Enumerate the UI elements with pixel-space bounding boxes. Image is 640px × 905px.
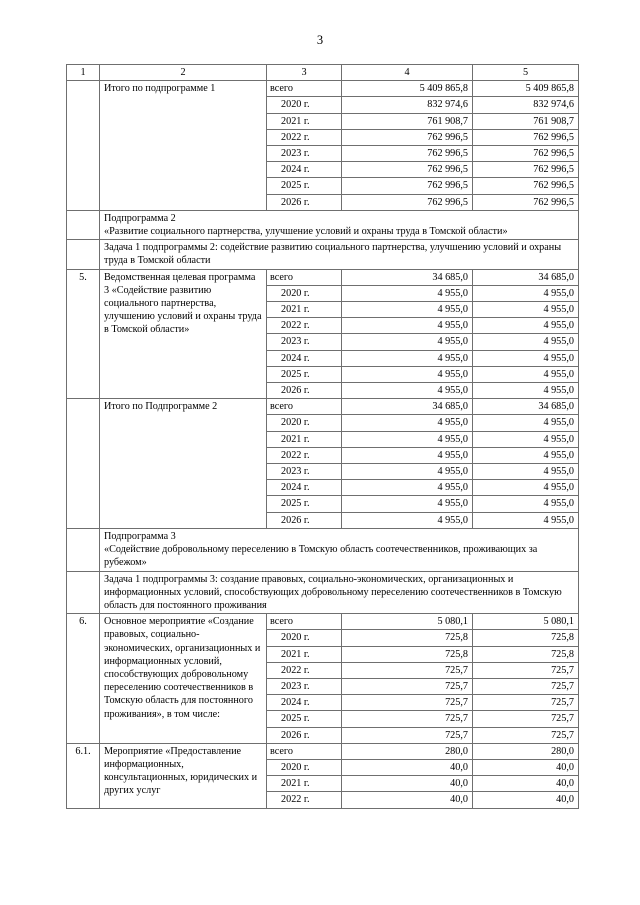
- period-label: 2022 г.: [267, 318, 342, 334]
- period-label: 2026 г.: [267, 194, 342, 210]
- value-col4: 34 685,0: [342, 399, 473, 415]
- period-label: 2025 г.: [267, 711, 342, 727]
- value-col4: 4 955,0: [342, 464, 473, 480]
- period-label: 2022 г.: [267, 447, 342, 463]
- table-row: [67, 743, 579, 759]
- value-col4: 762 996,5: [342, 194, 473, 210]
- value-col4: 4 955,0: [342, 383, 473, 399]
- period-label: 2021 г.: [267, 646, 342, 662]
- section-header-line1: Подпрограмма 3: [104, 530, 176, 542]
- section-header-line2: «Содействие добровольному переселению в Томскую область соотечественников, проживающих за рубежом»: [104, 544, 538, 569]
- row-name: Итого по подпрограмме 1: [100, 81, 267, 211]
- period-label: 2022 г.: [267, 129, 342, 145]
- period-label: всего: [267, 743, 342, 759]
- value-col4: 5 409 865,8: [342, 81, 473, 97]
- value-col5: 761 908,7: [473, 113, 579, 129]
- value-col5: 725,7: [473, 678, 579, 694]
- value-col5: 4 955,0: [473, 366, 579, 382]
- value-col5: 762 996,5: [473, 146, 579, 162]
- value-col4: 4 955,0: [342, 366, 473, 382]
- section-index-blank: [67, 571, 100, 614]
- value-col5: 4 955,0: [473, 318, 579, 334]
- value-col4: 762 996,5: [342, 146, 473, 162]
- row-index: 6.: [67, 614, 100, 744]
- value-col5: 40,0: [473, 776, 579, 792]
- section-header-zadacha-1-podprogrammy-3: Задача 1 подпрограммы 3: создание правовых, социально-экономических, организационных и информационных условий, способствующих добровольному переселению соотечественников в Томскую область для постоянного проживания: [100, 571, 579, 614]
- value-col5: 725,7: [473, 711, 579, 727]
- period-label: 2022 г.: [267, 792, 342, 808]
- period-label: 2021 г.: [267, 431, 342, 447]
- value-col5: 725,7: [473, 695, 579, 711]
- section-index-blank: [67, 528, 100, 571]
- period-label: 2022 г.: [267, 662, 342, 678]
- value-col5: 762 996,5: [473, 194, 579, 210]
- value-col5: 725,7: [473, 727, 579, 743]
- value-col4: 761 908,7: [342, 113, 473, 129]
- value-col4: 725,7: [342, 678, 473, 694]
- value-col4: 725,8: [342, 646, 473, 662]
- section-header-row: [67, 528, 579, 571]
- value-col4: 280,0: [342, 743, 473, 759]
- value-col5: 34 685,0: [473, 269, 579, 285]
- budget-table-container: [66, 64, 578, 809]
- value-col5: 40,0: [473, 759, 579, 775]
- value-col5: 4 955,0: [473, 480, 579, 496]
- value-col5: 4 955,0: [473, 464, 579, 480]
- value-col5: 4 955,0: [473, 334, 579, 350]
- value-col4: 40,0: [342, 792, 473, 808]
- value-col4: 40,0: [342, 759, 473, 775]
- value-col4: 4 955,0: [342, 431, 473, 447]
- section-index-blank: [67, 210, 100, 239]
- row-name: Итого по Подпрограмме 2: [100, 399, 267, 529]
- value-col4: 4 955,0: [342, 285, 473, 301]
- section-header-line2: «Развитие социального партнерства, улучшение условий и охраны труда в Томской области»: [104, 226, 508, 238]
- value-col4: 4 955,0: [342, 447, 473, 463]
- period-label: всего: [267, 614, 342, 630]
- value-col5: 725,7: [473, 662, 579, 678]
- period-label: 2023 г.: [267, 678, 342, 694]
- column-number-4: 4: [342, 65, 473, 81]
- value-col4: 725,8: [342, 630, 473, 646]
- column-number-5: 5: [473, 65, 579, 81]
- column-number-1: 1: [67, 65, 100, 81]
- value-col4: 725,7: [342, 727, 473, 743]
- period-label: всего: [267, 81, 342, 97]
- period-label: 2025 г.: [267, 366, 342, 382]
- value-col5: 5 409 865,8: [473, 81, 579, 97]
- value-col4: 5 080,1: [342, 614, 473, 630]
- value-col4: 762 996,5: [342, 162, 473, 178]
- section-header-line1: Подпрограмма 2: [104, 212, 176, 224]
- value-col4: 34 685,0: [342, 269, 473, 285]
- section-header-row: [67, 571, 579, 614]
- value-col5: 4 955,0: [473, 350, 579, 366]
- value-col5: 832 974,6: [473, 97, 579, 113]
- value-col4: 762 996,5: [342, 178, 473, 194]
- value-col4: 762 996,5: [342, 129, 473, 145]
- period-label: 2020 г.: [267, 415, 342, 431]
- period-label: 2020 г.: [267, 97, 342, 113]
- period-label: 2021 г.: [267, 776, 342, 792]
- period-label: 2023 г.: [267, 146, 342, 162]
- section-header-row: [67, 210, 579, 239]
- value-col4: 4 955,0: [342, 334, 473, 350]
- value-col5: 725,8: [473, 630, 579, 646]
- value-col4: 4 955,0: [342, 415, 473, 431]
- value-col5: 762 996,5: [473, 178, 579, 194]
- row-name: Мероприятие «Предоставление информационных, консультационных, юридических и других услуг: [100, 743, 267, 808]
- value-col5: 4 955,0: [473, 512, 579, 528]
- period-label: 2020 г.: [267, 630, 342, 646]
- value-col5: 4 955,0: [473, 496, 579, 512]
- period-label: всего: [267, 269, 342, 285]
- table-header-row: [67, 65, 579, 81]
- period-label: 2023 г.: [267, 464, 342, 480]
- table-row: [67, 399, 579, 415]
- period-label: 2024 г.: [267, 695, 342, 711]
- value-col4: 725,7: [342, 711, 473, 727]
- period-label: 2020 г.: [267, 759, 342, 775]
- period-label: 2021 г.: [267, 302, 342, 318]
- row-index: [67, 399, 100, 529]
- section-index-blank: [67, 240, 100, 269]
- value-col5: 4 955,0: [473, 415, 579, 431]
- row-name: Основное мероприятие «Создание правовых, социально-экономических, организационных и информационных условий, способствующих добровольному переселению соотечественников в Томскую область для постоянного проживания», в том числе:: [100, 614, 267, 744]
- value-col5: 4 955,0: [473, 383, 579, 399]
- period-label: 2026 г.: [267, 383, 342, 399]
- value-col4: 4 955,0: [342, 318, 473, 334]
- value-col5: 762 996,5: [473, 129, 579, 145]
- row-index: [67, 81, 100, 211]
- period-label: всего: [267, 399, 342, 415]
- value-col5: 4 955,0: [473, 447, 579, 463]
- value-col5: 725,8: [473, 646, 579, 662]
- value-col4: 4 955,0: [342, 496, 473, 512]
- value-col4: 4 955,0: [342, 302, 473, 318]
- period-label: 2021 г.: [267, 113, 342, 129]
- value-col5: 5 080,1: [473, 614, 579, 630]
- period-label: 2025 г.: [267, 496, 342, 512]
- row-name: Ведомственная целевая программа 3 «Содействие развитию социального партнерства, улучшению условий и охраны труда в Томской области»: [100, 269, 267, 399]
- table-row: [67, 81, 579, 97]
- value-col4: 4 955,0: [342, 350, 473, 366]
- section-header-podprogramma-3: [100, 528, 579, 571]
- section-header-zadacha-1-podprogrammy-2: Задача 1 подпрограммы 2: содействие развитию социального партнерства, улучшению условий и охраны труда в Томской области: [100, 240, 579, 269]
- budget-table: [66, 64, 579, 809]
- period-label: 2024 г.: [267, 480, 342, 496]
- value-col4: 832 974,6: [342, 97, 473, 113]
- table-row: [67, 269, 579, 285]
- value-col5: 280,0: [473, 743, 579, 759]
- value-col5: 4 955,0: [473, 431, 579, 447]
- value-col5: 4 955,0: [473, 285, 579, 301]
- value-col5: 4 955,0: [473, 302, 579, 318]
- value-col4: 725,7: [342, 662, 473, 678]
- table-row: [67, 614, 579, 630]
- value-col4: 725,7: [342, 695, 473, 711]
- row-index: 5.: [67, 269, 100, 399]
- period-label: 2025 г.: [267, 178, 342, 194]
- column-number-2: 2: [100, 65, 267, 81]
- period-label: 2026 г.: [267, 727, 342, 743]
- period-label: 2023 г.: [267, 334, 342, 350]
- value-col5: 34 685,0: [473, 399, 579, 415]
- column-number-3: 3: [267, 65, 342, 81]
- page-number: 3: [316, 33, 324, 47]
- section-header-row: [67, 240, 579, 269]
- period-label: 2020 г.: [267, 285, 342, 301]
- section-header-podprogramma-2: [100, 210, 579, 239]
- value-col5: 762 996,5: [473, 162, 579, 178]
- row-index: 6.1.: [67, 743, 100, 808]
- value-col4: 4 955,0: [342, 512, 473, 528]
- value-col5: 40,0: [473, 792, 579, 808]
- value-col4: 40,0: [342, 776, 473, 792]
- period-label: 2024 г.: [267, 162, 342, 178]
- value-col4: 4 955,0: [342, 480, 473, 496]
- period-label: 2024 г.: [267, 350, 342, 366]
- period-label: 2026 г.: [267, 512, 342, 528]
